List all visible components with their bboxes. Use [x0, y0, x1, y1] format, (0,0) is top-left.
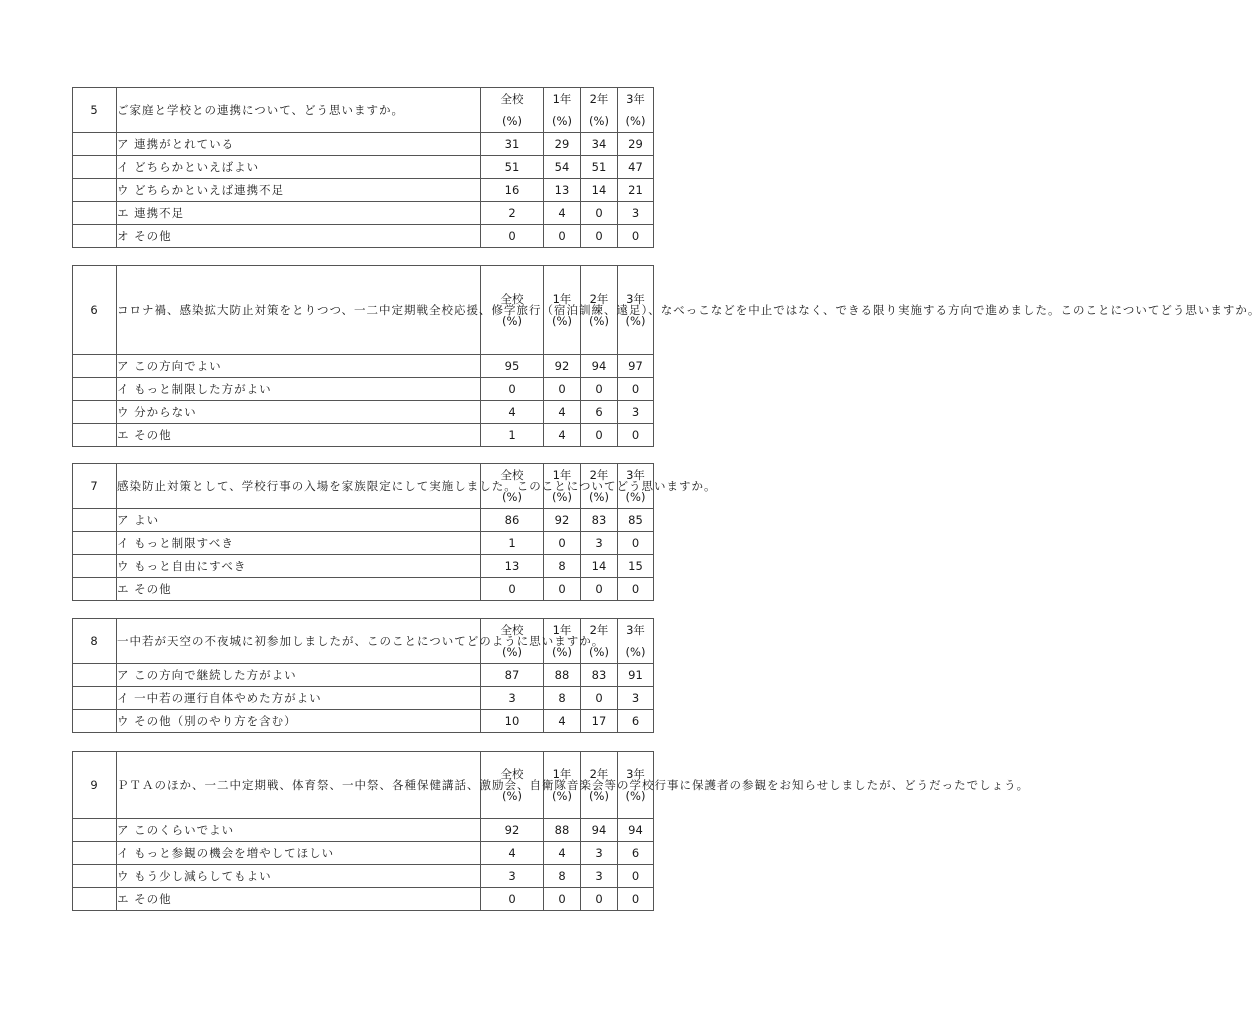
value-grade3: 47: [618, 156, 654, 179]
option-label: ア このくらいでよい: [117, 819, 481, 842]
question-7-header: [73, 464, 654, 509]
value-grade1: 88: [544, 664, 581, 687]
header-total: 全校 (%): [481, 752, 544, 819]
value-total: 10: [481, 710, 544, 733]
option-label: ウ もっと自由にすべき: [117, 555, 481, 578]
option-row: [73, 509, 654, 532]
value-grade3: 0: [618, 532, 654, 555]
value-grade2: 51: [581, 156, 618, 179]
value-total: 4: [481, 842, 544, 865]
header-grade1: 1年 (%): [544, 752, 581, 819]
option-label: ア この方向で継続した方がよい: [117, 664, 481, 687]
option-row: [73, 532, 654, 555]
value-grade3: 3: [618, 202, 654, 225]
option-row: [73, 664, 654, 687]
option-row: [73, 133, 654, 156]
value-grade3: 97: [618, 355, 654, 378]
value-total: 95: [481, 355, 544, 378]
option-label: エ 連携不足: [117, 202, 481, 225]
value-total: 0: [481, 888, 544, 911]
header-grade1: 1年 (%): [544, 266, 581, 355]
value-grade2: 3: [581, 532, 618, 555]
question-6-header: [73, 266, 654, 355]
option-label: ウ もう少し減らしてもよい: [117, 865, 481, 888]
option-label: イ もっと制限すべき: [117, 532, 481, 555]
option-row: [73, 578, 654, 601]
value-grade3: 0: [618, 578, 654, 601]
header-total: 全校 (%): [481, 88, 544, 133]
option-label: ウ その他（別のやり方を含む）: [117, 710, 481, 733]
option-row: [73, 555, 654, 578]
value-grade2: 94: [581, 819, 618, 842]
value-grade1: 4: [544, 401, 581, 424]
value-grade1: 54: [544, 156, 581, 179]
value-total: 3: [481, 687, 544, 710]
question-number: 9: [73, 752, 117, 819]
value-grade1: 88: [544, 819, 581, 842]
question-text: ＰＴＡのほか、一二中定期戦、体育祭、一中祭、各種保健講話、激励会、自衛隊音楽会等の学校行事に保護者の参観をお知らせしましたが、どうだったでしょう。: [117, 752, 481, 819]
header-grade2: 2年 (%): [581, 619, 618, 664]
option-row: [73, 687, 654, 710]
value-grade1: 92: [544, 509, 581, 532]
value-grade3: 3: [618, 687, 654, 710]
header-total: 全校 (%): [481, 464, 544, 509]
question-text: コロナ禍、感染拡大防止対策をとりつつ、一二中定期戦全校応援、修学旅行（宿泊訓練、遠足）、なべっこなどを中止ではなく、できる限り実施する方向で進めました。このことについてどう思いますか。: [117, 266, 481, 355]
header-grade1: 1年 (%): [544, 619, 581, 664]
question-number: 8: [73, 619, 117, 664]
value-grade1: 4: [544, 842, 581, 865]
value-grade2: 0: [581, 202, 618, 225]
option-label: ウ 分からない: [117, 401, 481, 424]
option-label: イ もっと参観の機会を増やしてほしい: [117, 842, 481, 865]
value-total: 92: [481, 819, 544, 842]
value-total: 31: [481, 133, 544, 156]
question-number: 7: [73, 464, 117, 509]
question-text: ご家庭と学校との連携について、どう思いますか。: [117, 88, 481, 133]
header-grade3: 3年 (%): [618, 88, 654, 133]
value-grade1: 92: [544, 355, 581, 378]
option-label: ウ どちらかといえば連携不足: [117, 179, 481, 202]
value-grade2: 34: [581, 133, 618, 156]
value-grade2: 83: [581, 509, 618, 532]
value-total: 51: [481, 156, 544, 179]
value-grade2: 94: [581, 355, 618, 378]
option-row: [73, 179, 654, 202]
option-label: イ もっと制限した方がよい: [117, 378, 481, 401]
value-total: 0: [481, 578, 544, 601]
header-grade2: 2年 (%): [581, 88, 618, 133]
value-total: 13: [481, 555, 544, 578]
option-label: イ どちらかといえばよい: [117, 156, 481, 179]
option-row: [73, 401, 654, 424]
value-grade3: 15: [618, 555, 654, 578]
value-grade1: 8: [544, 687, 581, 710]
value-grade1: 13: [544, 179, 581, 202]
value-grade3: 0: [618, 424, 654, 447]
value-grade1: 4: [544, 202, 581, 225]
option-row: [73, 865, 654, 888]
header-grade3: 3年 (%): [618, 752, 654, 819]
value-grade2: 0: [581, 888, 618, 911]
header-grade3: 3年 (%): [618, 619, 654, 664]
option-row: [73, 888, 654, 911]
header-total: 全校 (%): [481, 619, 544, 664]
value-total: 16: [481, 179, 544, 202]
header-grade3: 3年 (%): [618, 464, 654, 509]
option-row: [73, 710, 654, 733]
question-8-header: [73, 619, 654, 664]
value-grade1: 4: [544, 710, 581, 733]
value-grade3: 21: [618, 179, 654, 202]
value-grade3: 6: [618, 842, 654, 865]
value-grade2: 0: [581, 578, 618, 601]
value-grade1: 8: [544, 865, 581, 888]
value-grade2: 0: [581, 378, 618, 401]
value-grade2: 14: [581, 555, 618, 578]
option-row: [73, 842, 654, 865]
value-grade3: 94: [618, 819, 654, 842]
value-grade2: 0: [581, 225, 618, 248]
option-label: オ その他: [117, 225, 481, 248]
option-label: ア 連携がとれている: [117, 133, 481, 156]
header-grade3: 3年 (%): [618, 266, 654, 355]
value-grade2: 3: [581, 842, 618, 865]
option-row: [73, 355, 654, 378]
value-grade3: 85: [618, 509, 654, 532]
value-total: 86: [481, 509, 544, 532]
value-total: 4: [481, 401, 544, 424]
value-grade3: 3: [618, 401, 654, 424]
value-grade2: 6: [581, 401, 618, 424]
value-grade2: 0: [581, 424, 618, 447]
option-label: ア よい: [117, 509, 481, 532]
option-row: [73, 156, 654, 179]
option-row: [73, 378, 654, 401]
value-grade2: 14: [581, 179, 618, 202]
value-total: 2: [481, 202, 544, 225]
question-9-table: [72, 751, 1030, 911]
header-grade2: 2年 (%): [581, 266, 618, 355]
value-grade3: 0: [618, 378, 654, 401]
value-grade1: 0: [544, 888, 581, 911]
question-text: 感染防止対策として、学校行事の入場を家族限定にして実施しました。このことについてどう思いますか。: [117, 464, 481, 509]
question-number: 5: [73, 88, 117, 133]
value-grade1: 4: [544, 424, 581, 447]
value-grade3: 0: [618, 865, 654, 888]
value-total: 0: [481, 378, 544, 401]
value-grade2: 83: [581, 664, 618, 687]
value-total: 0: [481, 225, 544, 248]
option-row: [73, 202, 654, 225]
question-5-header: [73, 88, 654, 133]
value-grade3: 0: [618, 225, 654, 248]
question-number: 6: [73, 266, 117, 355]
question-text: 一中若が天空の不夜城に初参加しましたが、このことについてどのように思いますか。: [117, 619, 481, 664]
header-grade2: 2年 (%): [581, 464, 618, 509]
value-grade1: 0: [544, 225, 581, 248]
value-grade2: 17: [581, 710, 618, 733]
value-grade1: 8: [544, 555, 581, 578]
value-grade3: 0: [618, 888, 654, 911]
header-total: 全校 (%): [481, 266, 544, 355]
option-label: エ その他: [117, 424, 481, 447]
value-total: 3: [481, 865, 544, 888]
header-grade2: 2年 (%): [581, 752, 618, 819]
option-row: [73, 225, 654, 248]
value-grade3: 91: [618, 664, 654, 687]
option-label: ア この方向でよい: [117, 355, 481, 378]
value-grade1: 0: [544, 532, 581, 555]
question-9-header: [73, 752, 654, 819]
question-6-table: [72, 265, 1260, 447]
option-label: イ 一中若の運行自体やめた方がよい: [117, 687, 481, 710]
value-grade1: 29: [544, 133, 581, 156]
value-grade2: 0: [581, 687, 618, 710]
header-grade1: 1年 (%): [544, 464, 581, 509]
question-5-table: [72, 87, 654, 248]
value-grade1: 0: [544, 578, 581, 601]
option-row: [73, 424, 654, 447]
option-label: エ その他: [117, 578, 481, 601]
header-grade1: 1年 (%): [544, 88, 581, 133]
question-8-table: [72, 618, 654, 733]
value-grade3: 29: [618, 133, 654, 156]
value-total: 87: [481, 664, 544, 687]
option-label: エ その他: [117, 888, 481, 911]
question-7-table: [72, 463, 717, 601]
option-row: [73, 819, 654, 842]
value-grade3: 6: [618, 710, 654, 733]
value-grade1: 0: [544, 378, 581, 401]
value-total: 1: [481, 532, 544, 555]
value-grade2: 3: [581, 865, 618, 888]
value-total: 1: [481, 424, 544, 447]
